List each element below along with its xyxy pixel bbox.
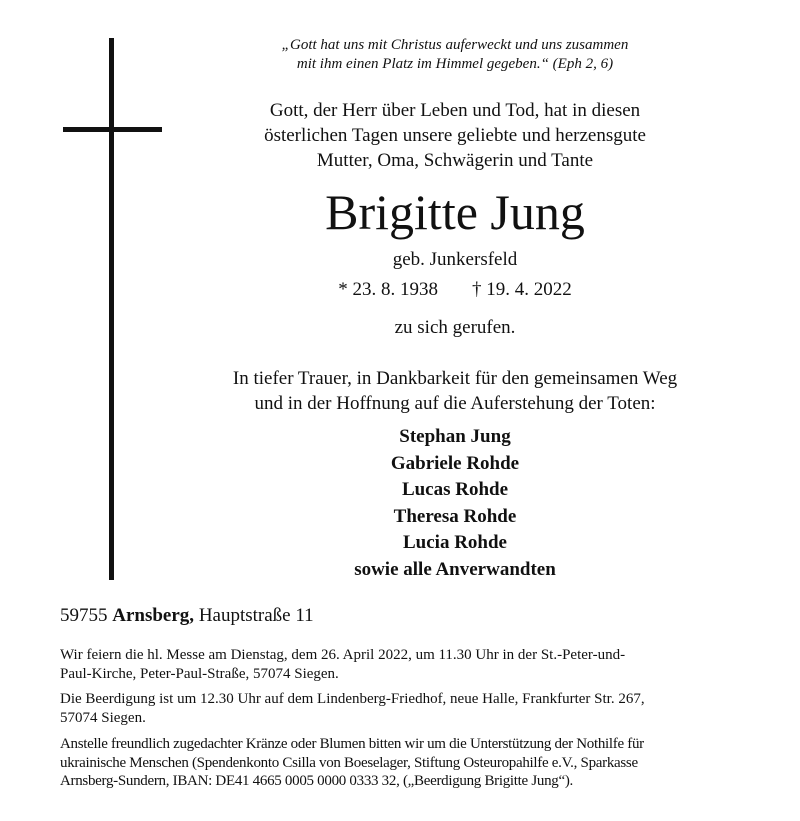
burial-notice-line-2: 57074 Siegen.: [60, 709, 146, 726]
mass-notice-line-2: Paul-Kirche, Peter-Paul-Straße, 57074 Siegen.: [60, 665, 339, 682]
cross-icon-horizontal-beam: [63, 127, 162, 132]
donation-notice-line-1: Anstelle freundlich zugedachter Kränze oder Blumen bitten wir um die Unterstützung der Nothilfe für: [60, 736, 644, 752]
donation-notice: [60, 735, 750, 791]
postal-code: 59755: [60, 605, 108, 626]
life-dates: [160, 278, 750, 302]
mourner-name: Lucia Rohde: [403, 532, 507, 553]
grief-statement: [160, 366, 750, 416]
death-date: † 19. 4. 2022: [472, 279, 572, 300]
mourner-name: Theresa Rohde: [393, 505, 517, 527]
donation-notice-line-2: ukrainische Menschen (Spendenkonto Csilla von Boeselager, Stiftung Osteuropahilfe e.V., Sparkasse: [60, 754, 638, 771]
burial-notice: [60, 690, 750, 727]
mass-notice: [60, 646, 750, 683]
mourner-name: Stephan Jung: [399, 426, 511, 447]
maiden-name: geb. Junkersfeld: [392, 249, 518, 270]
grief-line-2: und in der Hoffnung auf die Auferstehung der Toten:: [254, 393, 656, 414]
mourner-relatives: sowie alle Anverwandten: [354, 558, 556, 580]
burial-notice-line-1: Die Beerdigung ist um 12.30 Uhr auf dem Lindenberg-Friedhof, neue Halle, Frankfurter Str. 267,: [60, 691, 645, 707]
mourners-list: [160, 424, 750, 583]
intro-line-3: Mutter, Oma, Schwägerin und Tante: [316, 150, 594, 171]
bible-quote-line-1: „Gott hat uns mit Christus auferweckt und uns zusammen: [281, 37, 629, 53]
intro-line-1: Gott, der Herr über Leben und Tod, hat in diesen: [269, 100, 641, 121]
grief-line-1: In tiefer Trauer, in Dankbarkeit für den gemeinsamen Weg: [232, 368, 678, 389]
deceased-name: Brigitte Jung: [325, 184, 585, 240]
mourner-name: Lucas Rohde: [401, 479, 509, 500]
birth-date: * 23. 8. 1938: [338, 279, 438, 300]
mourner-name: Gabriele Rohde: [390, 452, 520, 474]
donation-notice-line-3: Arnsberg-Sundern, IBAN: DE41 4665 0005 0000 0333 32, („Beerdigung Brigitte Jung“).: [60, 773, 573, 789]
bible-quote-line-2: mit ihm einen Platz im Himmel gegeben.“ (Eph 2, 6): [296, 56, 614, 72]
street: Hauptstraße 11: [198, 605, 314, 626]
family-address: [60, 604, 314, 628]
intro-line-2: österlichen Tagen unsere geliebte und herzensgute: [264, 125, 646, 146]
city: Arnsberg,: [112, 605, 195, 626]
mass-notice-line-1: Wir feiern die hl. Messe am Dienstag, dem 26. April 2022, um 11.30 Uhr in der St.-Peter-und-: [60, 647, 626, 663]
intro-text: [160, 98, 750, 173]
bible-quote: [160, 36, 750, 74]
called-home-text: zu sich gerufen.: [394, 317, 516, 338]
cross-icon-vertical-beam: [109, 38, 114, 580]
